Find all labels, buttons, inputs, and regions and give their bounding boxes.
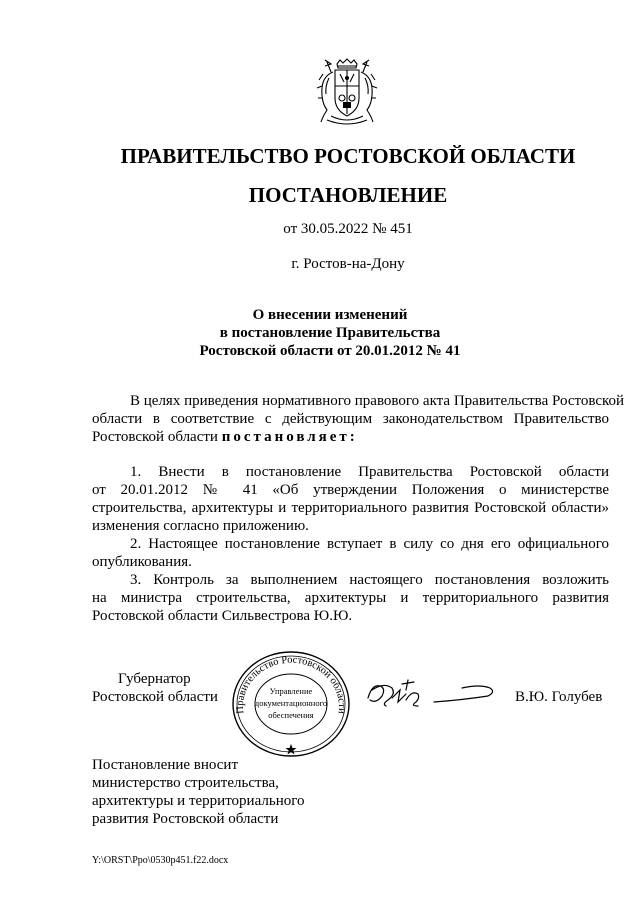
subject-line: в постановление Правительства	[219, 325, 441, 341]
paragraph-line: Ростовской области Сильвестрова Ю.Ю.	[92, 608, 353, 624]
coat-of-arms-icon	[313, 58, 381, 128]
paragraph-line: области в соответствие с действующим законодательством Правительство	[92, 411, 609, 427]
subject-line: О внесении изменений	[252, 307, 408, 323]
item-3-paragraph	[92, 571, 609, 625]
paragraph-line	[92, 428, 609, 446]
subject-line: Ростовской области от 20.01.2012 № 41	[199, 343, 461, 359]
government-seal-icon	[228, 648, 354, 760]
signatory-position-line2: Ростовской области	[92, 689, 218, 705]
seal-inner-line: обеспечения	[268, 710, 314, 720]
seal-inner-line: Управление	[269, 686, 313, 696]
preamble-prefix: Ростовской области	[92, 429, 222, 445]
preamble-paragraph	[92, 392, 625, 446]
paragraph-line: 2. Настоящее постановление вступает в силу со дня его официального	[130, 536, 609, 552]
document-type: ПОСТАНОВЛЕНИЕ	[248, 183, 448, 207]
paragraph-line: изменения согласно приложению.	[92, 518, 309, 534]
file-path-footer: Y:\ORST\Ppo\0530p451.f22.docx	[92, 855, 229, 866]
paragraph-line: на министра строительства, архитектуры и территориального развития	[92, 590, 609, 606]
item-1-paragraph	[92, 463, 609, 535]
submitted-by-line: министерство строительства,	[92, 775, 279, 791]
submitted-by-line: развития Ростовской области	[92, 811, 279, 827]
paragraph-line: В целях приведения нормативного правового акта Правительства Ростовской	[130, 393, 625, 409]
seal-inner-line: документационного	[254, 698, 328, 708]
paragraph-line: строительства, архитектуры и территориального развития Ростовской области»	[92, 500, 609, 516]
paragraph-line: опубликования.	[92, 554, 192, 570]
document-date-number: от 30.05.2022 № 451	[283, 221, 413, 237]
seal-outer-text: Правительство Ростовской области	[234, 654, 348, 715]
item-2-paragraph	[92, 535, 609, 571]
signatory-position-line1: Губернатор	[118, 671, 191, 687]
paragraph-line: 1. Внести в постановление Правительства Ростовской области	[130, 464, 609, 480]
paragraph-line: 3. Контроль за выполнением настоящего постановления возложить	[130, 572, 609, 588]
paragraph-line: от 20.01.2012 № 41 «Об утверждении Положения о министерстве	[92, 482, 609, 498]
government-title: ПРАВИТЕЛЬСТВО РОСТОВСКОЙ ОБЛАСТИ	[120, 144, 576, 168]
document-city: г. Ростов-на-Дону	[291, 256, 405, 272]
submitted-by-line: архитектуры и территориального	[92, 793, 305, 809]
signatory-name: В.Ю. Голубев	[515, 689, 603, 705]
document-subject	[150, 306, 510, 360]
resolves-word: постановляет:	[221, 429, 358, 445]
submitted-by-line: Постановление вносит	[92, 757, 239, 773]
handwritten-signature-icon	[362, 676, 497, 716]
